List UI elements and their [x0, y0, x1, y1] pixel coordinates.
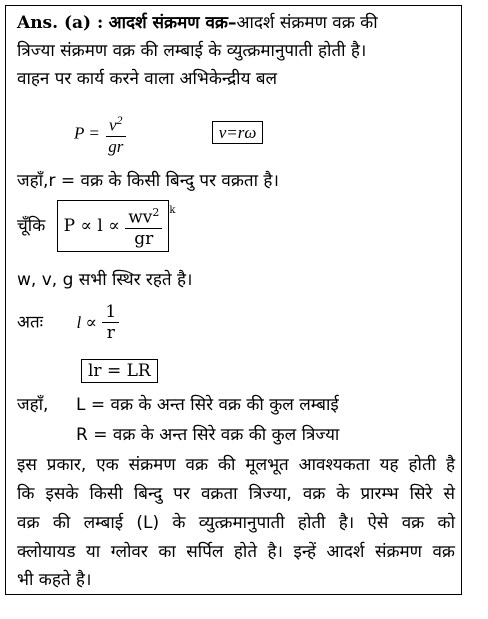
eq2-lhs: P ∝ l ∝: [63, 215, 120, 236]
curvature-line: जहाँ,r = वक्र के किसी बिन्दु पर वक्रता है।: [17, 171, 279, 191]
stray-mark: k: [169, 205, 176, 216]
hence-label: अतः: [17, 312, 44, 333]
heading-line-text: आदर्श संक्रमण वक्र की: [236, 13, 378, 33]
result-equation-line: [81, 360, 158, 382]
eq1-num: v: [109, 115, 117, 135]
inverse-relation-line: [17, 302, 119, 350]
conclusion-line-5: भी कहते है।: [17, 570, 92, 590]
result-equation-box: lr = LR: [81, 359, 158, 383]
eq2-fraction: [125, 203, 162, 249]
constants-line: w, v, g सभी स्थिर रहते है।: [17, 270, 193, 290]
eq1-den: gr: [108, 136, 124, 156]
eq3-den: r: [106, 323, 115, 343]
force-line: वाहन पर कार्य करने वाला अभिकेन्द्रीय बल: [17, 69, 278, 89]
eq1-lhs: P =: [74, 123, 100, 143]
equation-force: [74, 110, 263, 158]
topic-heading: आदर्श संक्रमण वक्र–: [108, 13, 237, 33]
proportionality-box: [57, 200, 170, 252]
since-label: चूँकि: [17, 215, 46, 236]
eq2-num: wv: [128, 207, 153, 228]
eq3-num: 1: [102, 302, 119, 323]
answer-box: [5, 5, 462, 595]
conclusion-line-4: क्लोयायड या ग्लोवर का सर्पिल होते है। इन्हें आदर्श संक्रमण वक्र: [17, 542, 455, 562]
eq3-lhs: l ∝: [76, 312, 98, 332]
where-label: जहाँ,: [17, 395, 49, 415]
velocity-relation-box: v=rω: [212, 121, 264, 144]
definition-R: R = वक्र के अन्त सिरे वक्र की कुल त्रिज्या: [76, 425, 340, 445]
eq1-num-exp: 2: [116, 113, 123, 127]
conclusion-line-1: इस प्रकार, एक संक्रमण वक्र की मूलभूत आवश्यकता यह होती है: [17, 455, 455, 475]
eq1-fraction: [105, 110, 126, 157]
eq3-fraction: [102, 302, 119, 343]
conclusion-line-2: कि इसके किसी बिन्दु पर वक्रता त्रिज्या, वक्र के प्रारम्भ सिरे से: [17, 484, 455, 504]
answer-heading-line: [17, 12, 378, 34]
eq2-num-exp: 2: [152, 206, 160, 219]
conclusion-line-3: वक्र की लम्बाई (L) के व्युत्क्रमानुपाती होती है। ऐसे वक्र को: [17, 513, 455, 533]
definition-line: त्रिज्या संक्रमण वक्र की लम्बाई के व्युत्क्रमानुपाती होती है।: [17, 41, 367, 61]
eq2-den: gr: [134, 228, 154, 249]
definition-L: L = वक्र के अन्त सिरे वक्र की कुल लम्बाई: [76, 395, 339, 415]
proportionality-line: [17, 200, 175, 258]
answer-label: Ans. (a) :: [17, 13, 104, 33]
